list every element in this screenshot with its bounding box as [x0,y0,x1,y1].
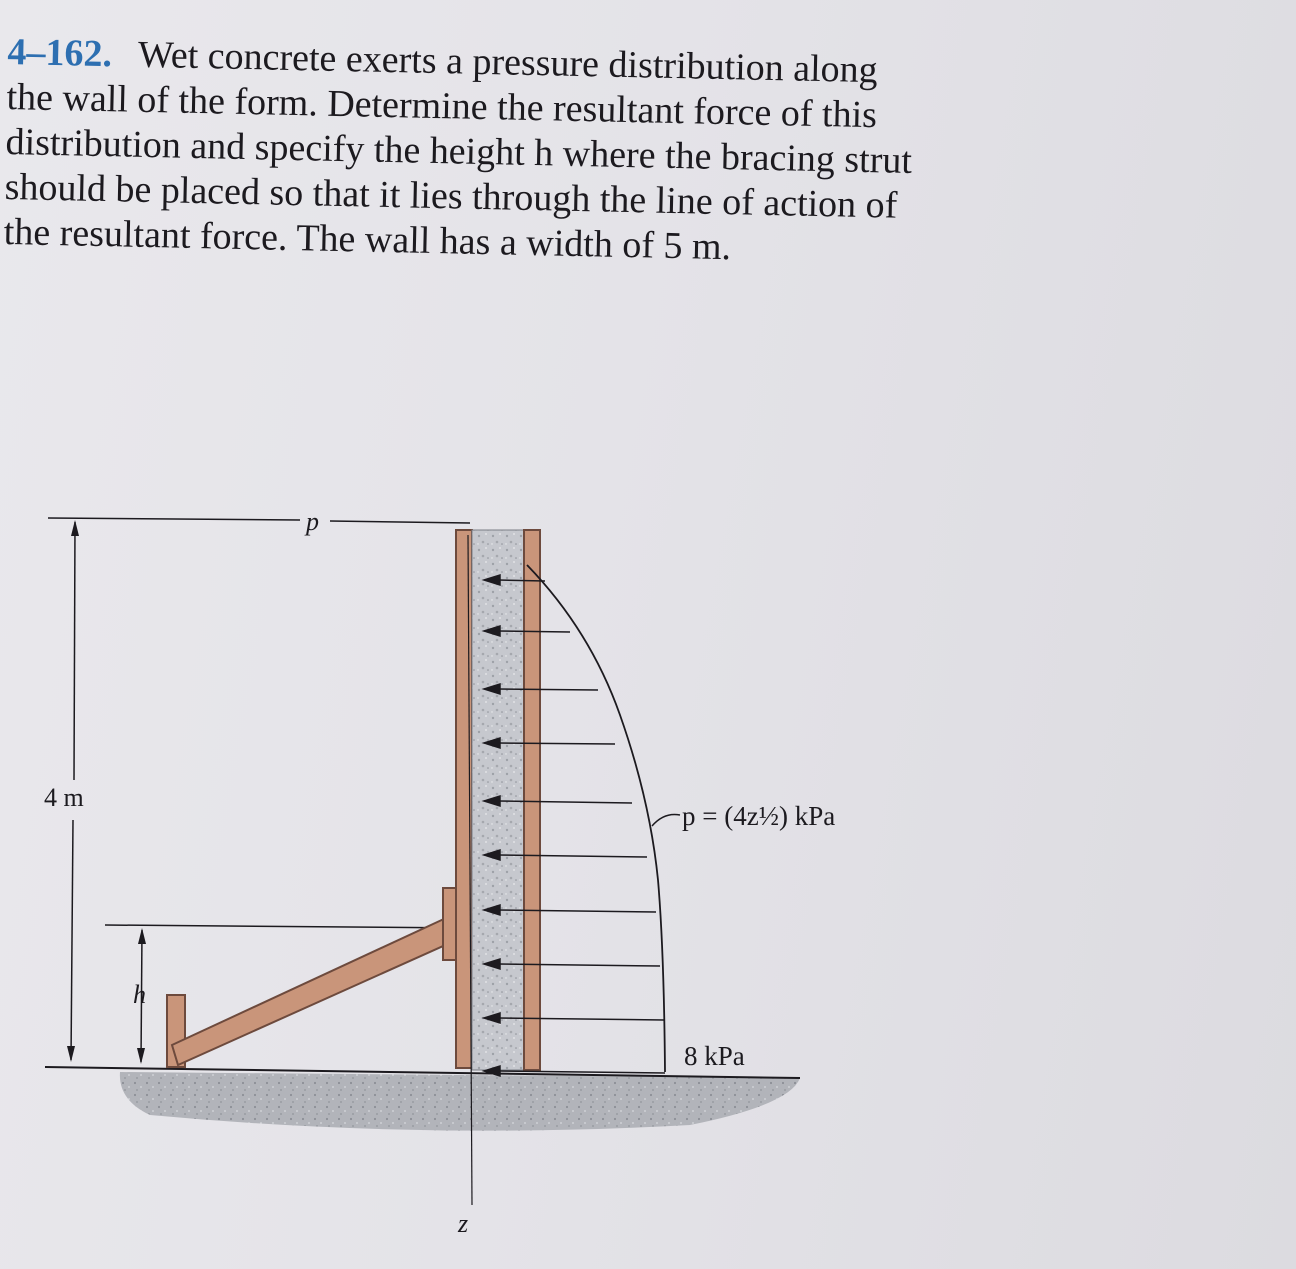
problem-line-2: the wall of the form. Determine the resultant force of this [6,75,878,137]
label-height: 4 m [44,783,84,812]
bracing-strut [172,918,452,1065]
problem-number: 4–162. [7,30,113,76]
h-reference-line [105,925,470,928]
problem-line-5: the resultant force. The wall has a width of 5 m. [3,210,732,269]
h-arrow-bottom [137,1048,145,1064]
form-board-right [524,530,540,1070]
top-reference-line [48,518,300,520]
height-dimension-line-upper [74,522,75,780]
label-h: h [133,980,146,1009]
ground [120,1072,800,1131]
top-reference-line-right [330,521,470,523]
height-arrow-bottom [67,1046,75,1062]
label-z-axis: z [458,1209,469,1238]
pressure-curve [527,565,665,1072]
h-arrow-top [138,928,146,944]
problem-line-4: should be placed so that it lies through the line of action of [4,165,898,227]
problem-text-1: Wet concrete exerts a pressure distribution along [137,33,879,92]
label-top-p: p [306,507,319,536]
height-arrow-top [71,520,79,536]
label-equation: p = (4z½) kPa [682,801,836,831]
label-bottom-pressure: 8 kPa [684,1041,745,1071]
problem-line-3: distribution and specify the height h where the bracing strut [5,120,913,182]
equation-leader [652,814,680,826]
height-dimension-line-lower [71,820,73,1060]
